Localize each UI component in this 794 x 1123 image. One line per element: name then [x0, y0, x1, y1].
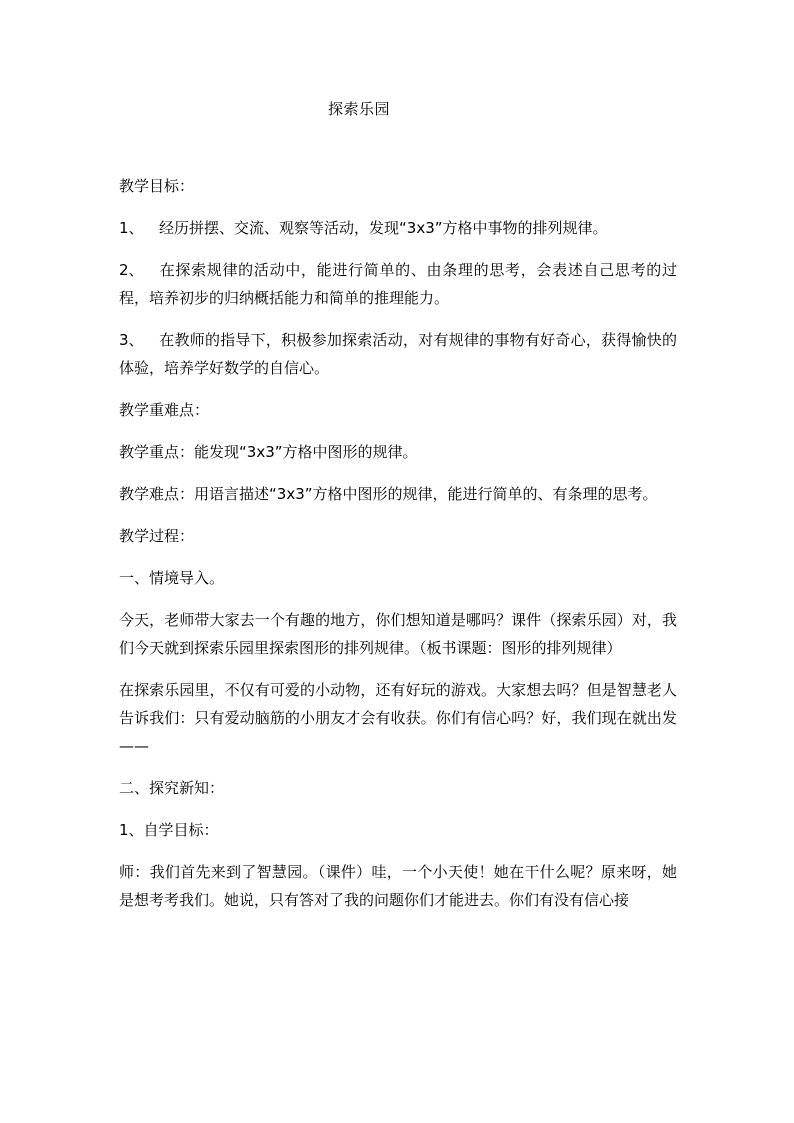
paragraph-difficult-point: 教学难点：用语言描述“3x3”方格中图形的规律，能进行简单的、有条理的思考。: [119, 485, 658, 503]
heading-key-difficulties: 教学重难点：: [119, 401, 210, 419]
goal-text: 经历拼摆、交流、观察等活动，发现“3x3”方格中事物的排列规律。: [159, 219, 608, 237]
paragraph-key-point: 教学重点：能发现“3x3”方格中图形的规律。: [119, 443, 418, 461]
list-number: 2、: [119, 261, 144, 279]
heading-section-1: 一、情境导入。: [119, 569, 225, 587]
document-body: [119, 172, 677, 928]
goal-item-3: [119, 326, 677, 382]
paragraph-intro-2: 在探索乐园里，不仅有可爱的小动物，还有好玩的游戏。大家想去吗？但是智慧老人告诉我们：只有爱动脑筋的小朋友才会有收获。你们有信心吗？好，我们现在就出发——: [119, 681, 677, 755]
paragraph-teacher-talk: 师：我们首先来到了智慧园。（课件）哇，一个小天使！她在干什么呢？原来呀，她是想考考我们。她说，只有答对了我的问题你们才能进去。你们有没有信心接: [119, 863, 677, 909]
heading-teaching-process: 教学过程：: [119, 527, 195, 545]
paragraph-intro: 今天，老师带大家去一个有趣的地方，你们想知道是哪吗？课件（探索乐园）对，我们今天就到探索乐园里探索图形的排列规律。（板书课题：图形的排列规律）: [119, 611, 677, 657]
list-number: 1、: [119, 219, 144, 237]
goal-item-1: [119, 214, 677, 242]
goal-item-2: [119, 256, 677, 312]
document-title: 探索乐园: [327, 100, 390, 118]
list-number: 3、: [119, 331, 144, 349]
heading-teaching-goals: 教学目标：: [119, 177, 195, 195]
heading-self-study: 1、自学目标：: [119, 821, 219, 839]
heading-section-2: 二、探究新知：: [119, 779, 225, 797]
goal-text: 在探索规律的活动中，能进行简单的、由条理的思考，会表述自己思考的过程，培养初步的归纳概括能力和简单的推理能力。: [119, 261, 677, 307]
goal-text: 在教师的指导下，积极参加探索活动，对有规律的事物有好奇心，获得愉快的体验，培养学好数学的自信心。: [119, 331, 677, 377]
